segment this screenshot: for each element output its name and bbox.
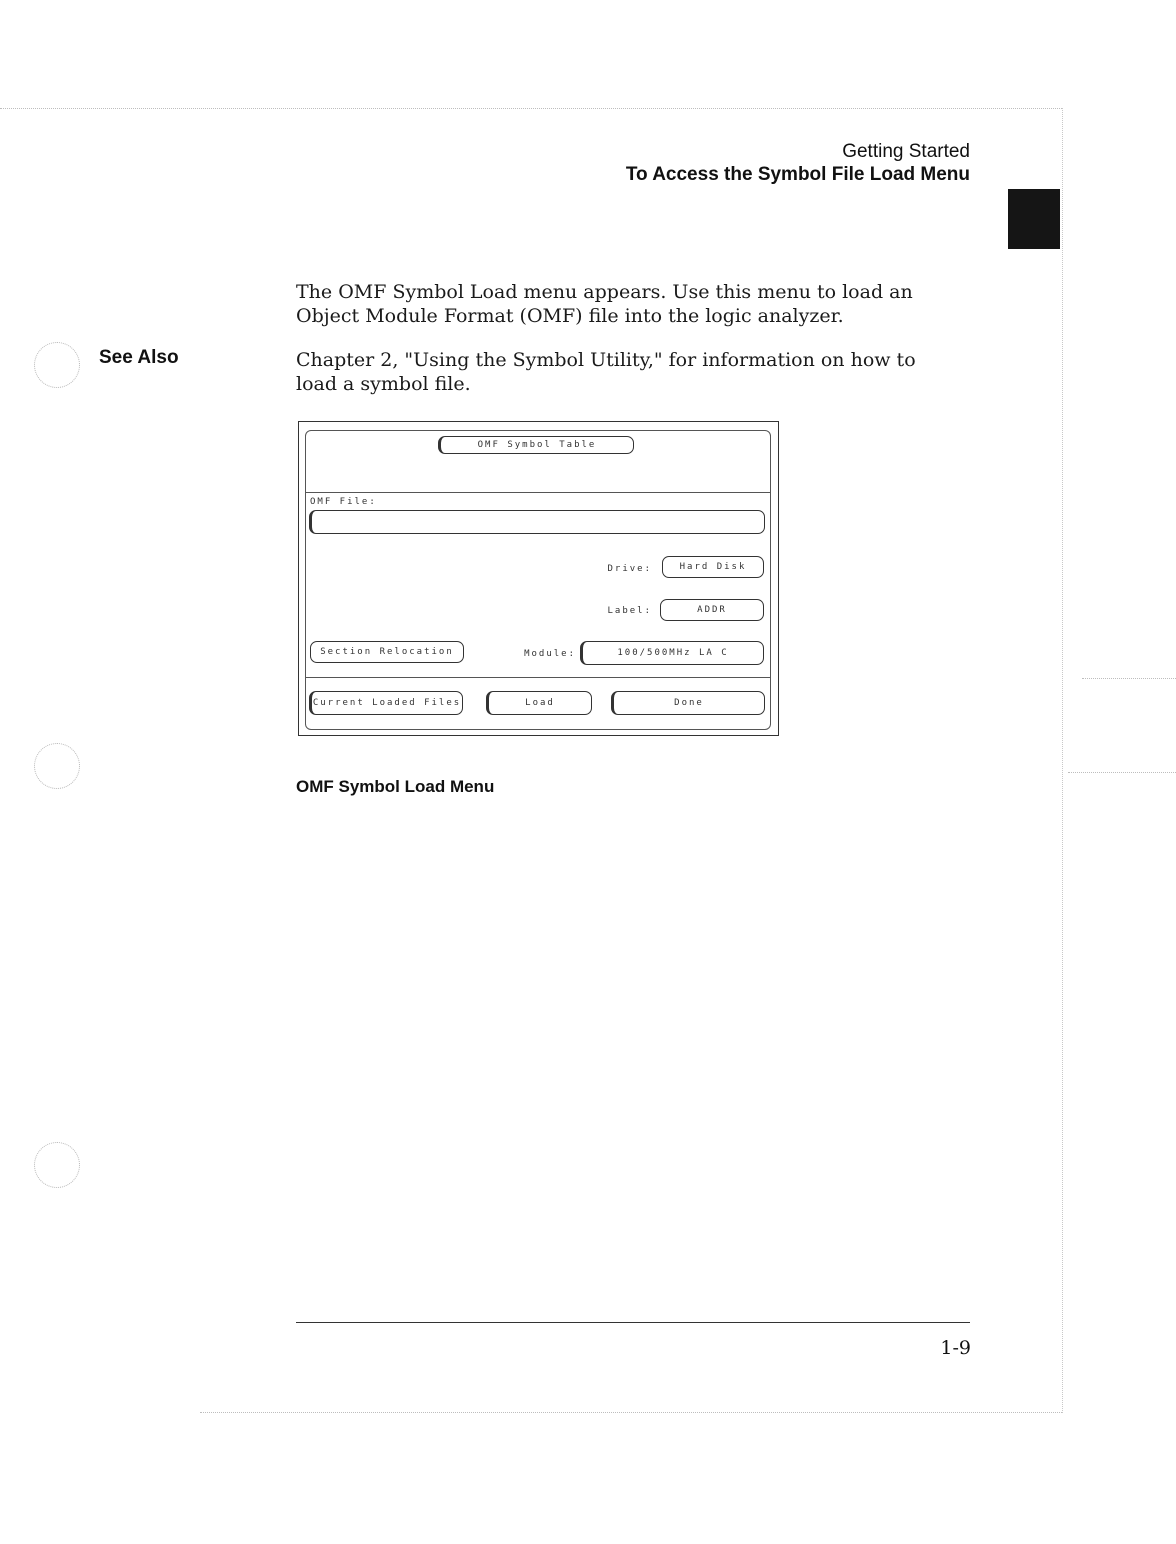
omf-symbol-load-screen: [298, 421, 779, 736]
drive-selector[interactable]: Hard Disk: [662, 556, 764, 578]
omf-file-field[interactable]: [309, 510, 765, 534]
scan-edge-bottom: [200, 1412, 1062, 1413]
chapter-thumb-tab: [1008, 189, 1060, 249]
scan-mark-right-2: [1068, 772, 1176, 773]
label-selector[interactable]: ADDR: [660, 599, 764, 621]
label-label: Label:: [607, 606, 652, 616]
footer-rule: [296, 1322, 970, 1323]
scan-edge-right: [1062, 108, 1063, 1413]
screen-inner-frame: [305, 430, 771, 730]
done-button[interactable]: Done: [611, 691, 765, 715]
see-also-heading: See Also: [99, 347, 179, 368]
scan-edge-top: [0, 108, 1062, 109]
binder-hole-bottom: [34, 1142, 80, 1188]
module-selector[interactable]: 100/500MHz LA C: [580, 641, 764, 665]
scan-mark-right-1: [1082, 678, 1176, 679]
binder-hole-middle: [34, 743, 80, 789]
module-label: Module:: [524, 649, 576, 659]
page-number: 1-9: [940, 1337, 971, 1359]
omf-file-label: OMF File:: [310, 497, 377, 507]
header-separator: [306, 492, 770, 493]
load-button[interactable]: Load: [486, 691, 592, 715]
running-header-section: Getting Started: [842, 141, 970, 162]
drive-label: Drive:: [607, 564, 652, 574]
see-also-paragraph: Chapter 2, "Using the Symbol Utility," for information on how to load a symbol file.: [296, 349, 916, 395]
intro-paragraph: The OMF Symbol Load menu appears. Use this menu to load an Object Module Format (OMF) file into the logic analyzer.: [296, 281, 913, 327]
section-relocation-button[interactable]: Section Relocation: [310, 641, 464, 663]
footer-separator: [306, 677, 770, 678]
running-header-title: To Access the Symbol File Load Menu: [625, 164, 970, 185]
current-loaded-files-button[interactable]: Current Loaded Files: [309, 691, 463, 715]
figure-caption: OMF Symbol Load Menu: [296, 777, 495, 796]
binder-hole-top: [34, 342, 80, 388]
omf-symbol-table-button[interactable]: OMF Symbol Table: [438, 436, 634, 454]
